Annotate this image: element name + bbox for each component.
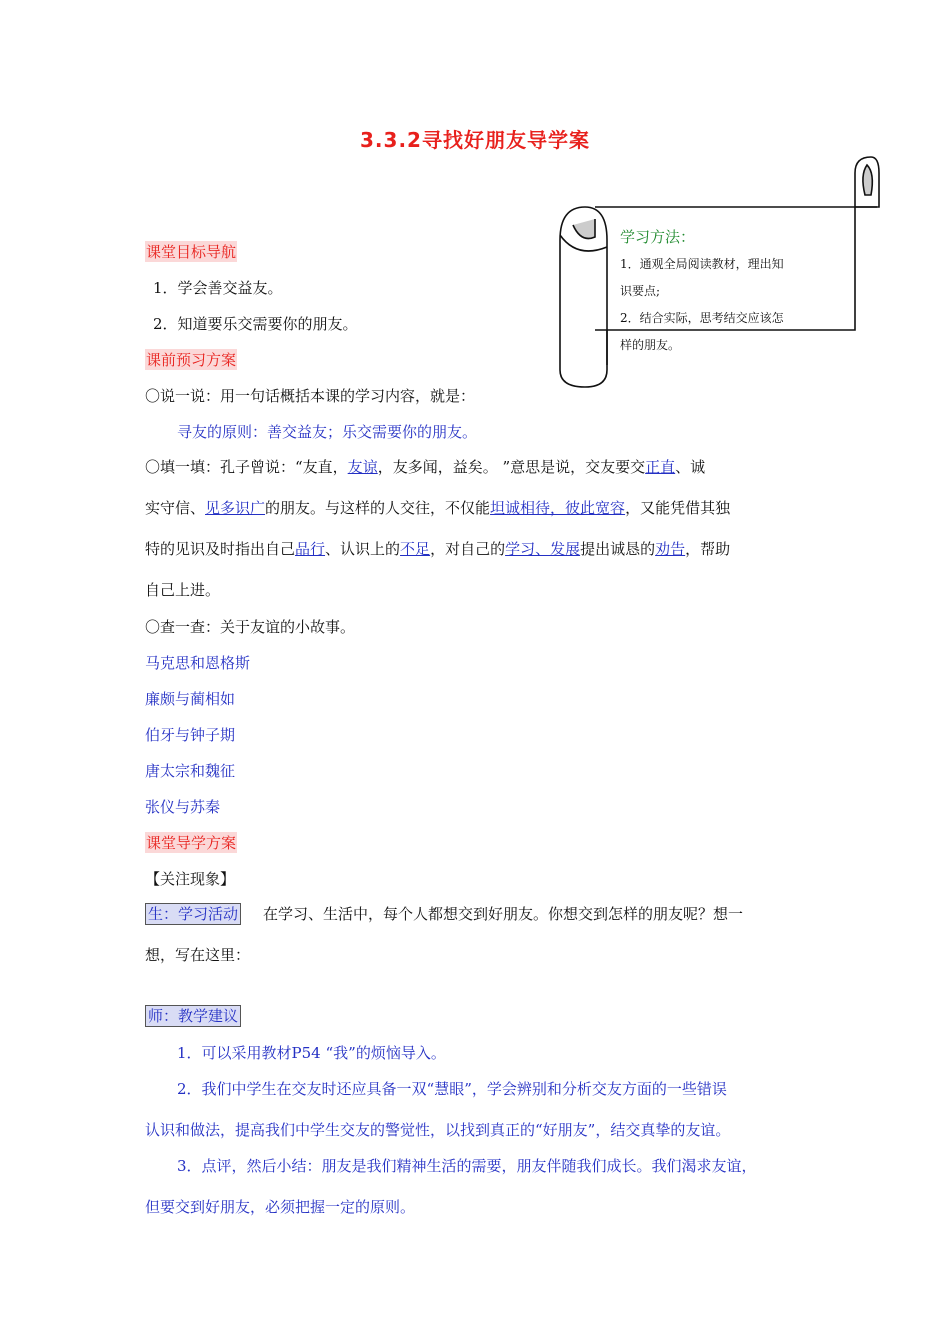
fill-text: 、诚 bbox=[675, 458, 706, 476]
fill-line-2 bbox=[145, 497, 730, 519]
suggestion-line: 1．可以采用教材P54 “我”的烦恼导入。 bbox=[177, 1044, 446, 1062]
fill-text: 提出诚恳的 bbox=[580, 540, 656, 558]
goal-item: 2．知道要乐交需要你的朋友。 bbox=[153, 315, 358, 333]
fill-text: 特的见识及时指出自己 bbox=[145, 540, 296, 558]
check-prompt: 〇查一查：关于友谊的小故事。 bbox=[145, 618, 356, 636]
study-method-heading: 学习方法： bbox=[620, 228, 696, 246]
focus-heading: 【关注现象】 bbox=[145, 870, 236, 888]
section-goals-heading: 课堂目标导航 bbox=[146, 243, 237, 261]
fill-text: ，又能凭借其独 bbox=[625, 499, 731, 517]
study-method-line: 识要点; bbox=[620, 284, 661, 298]
suggestion-line: 2．我们中学生在交友时还应具备一双“慧眼”，学会辨别和分析交友方面的一些错误 bbox=[177, 1080, 727, 1098]
student-activity-text: 在学习、生活中，每个人都想交到好朋友。你想交到怎样的朋友呢？想一 bbox=[263, 905, 744, 923]
student-activity-label: 生：学习活动 bbox=[145, 903, 241, 925]
fill-line-4: 自己上进。 bbox=[145, 581, 221, 599]
study-method-line: 2．结合实际，思考结交应该怎 bbox=[620, 311, 784, 325]
fill-answer: 正直 bbox=[645, 458, 676, 476]
study-method-line: 1．通观全局阅读教材，理出知 bbox=[620, 257, 784, 271]
say-answer: 寻友的原则：善交益友；乐交需要你的朋友。 bbox=[177, 423, 478, 441]
suggestion-line: 但要交到好朋友，必须把握一定的原则。 bbox=[145, 1198, 416, 1216]
say-prompt: 〇说一说：用一句话概括本课的学习内容，就是： bbox=[145, 387, 476, 405]
fill-text: 的朋友。与这样的人交往，不仅能 bbox=[265, 499, 491, 517]
student-activity-text: 想，写在这里： bbox=[145, 946, 251, 964]
fill-answer: 不足 bbox=[400, 540, 431, 558]
story-item: 马克思和恩格斯 bbox=[145, 654, 251, 672]
suggestion-line: 认识和做法，提高我们中学生交友的警觉性，以找到真正的“好朋友”，结交真挚的友谊。 bbox=[145, 1121, 731, 1139]
teacher-suggestion-label: 师：教学建议 bbox=[145, 1005, 241, 1027]
fill-text: ，对自己的 bbox=[430, 540, 506, 558]
story-item: 张仪与苏秦 bbox=[145, 798, 221, 816]
fill-answer: 见多识广 bbox=[205, 499, 266, 517]
fill-text: 〇填一填：孔子曾说：“友直， bbox=[145, 458, 348, 476]
fill-answer: 坦诚相待，彼此宽容 bbox=[490, 499, 626, 517]
fill-answer: 品行 bbox=[295, 540, 326, 558]
fill-text: ，友多闻，益矣。 ”意思是说，交友要交 bbox=[377, 458, 646, 476]
story-item: 廉颇与蔺相如 bbox=[145, 690, 236, 708]
suggestion-line: 3．点评，然后小结：朋友是我们精神生活的需要，朋友伴随我们成长。我们渴求友谊， bbox=[177, 1157, 757, 1175]
study-method-line: 样的朋友。 bbox=[620, 338, 681, 352]
fill-line-1 bbox=[145, 456, 705, 478]
fill-answer: 劝告 bbox=[655, 540, 686, 558]
goal-item: 1．学会善交益友。 bbox=[153, 279, 283, 297]
section-preview-heading: 课前预习方案 bbox=[146, 351, 237, 369]
fill-text: 、认识上的 bbox=[325, 540, 401, 558]
study-method-box bbox=[620, 226, 835, 359]
fill-line-3 bbox=[145, 538, 730, 560]
page-title: 3.3.2寻找好朋友导学案 bbox=[360, 128, 590, 152]
fill-text: 实守信、 bbox=[145, 499, 206, 517]
section-guide-heading: 课堂导学方案 bbox=[146, 834, 237, 852]
story-item: 伯牙与钟子期 bbox=[145, 726, 236, 744]
story-item: 唐太宗和魏征 bbox=[145, 762, 236, 780]
fill-text: ，帮助 bbox=[685, 540, 731, 558]
fill-answer: 学习、发展 bbox=[505, 540, 581, 558]
fill-answer: 友谅 bbox=[347, 458, 378, 476]
